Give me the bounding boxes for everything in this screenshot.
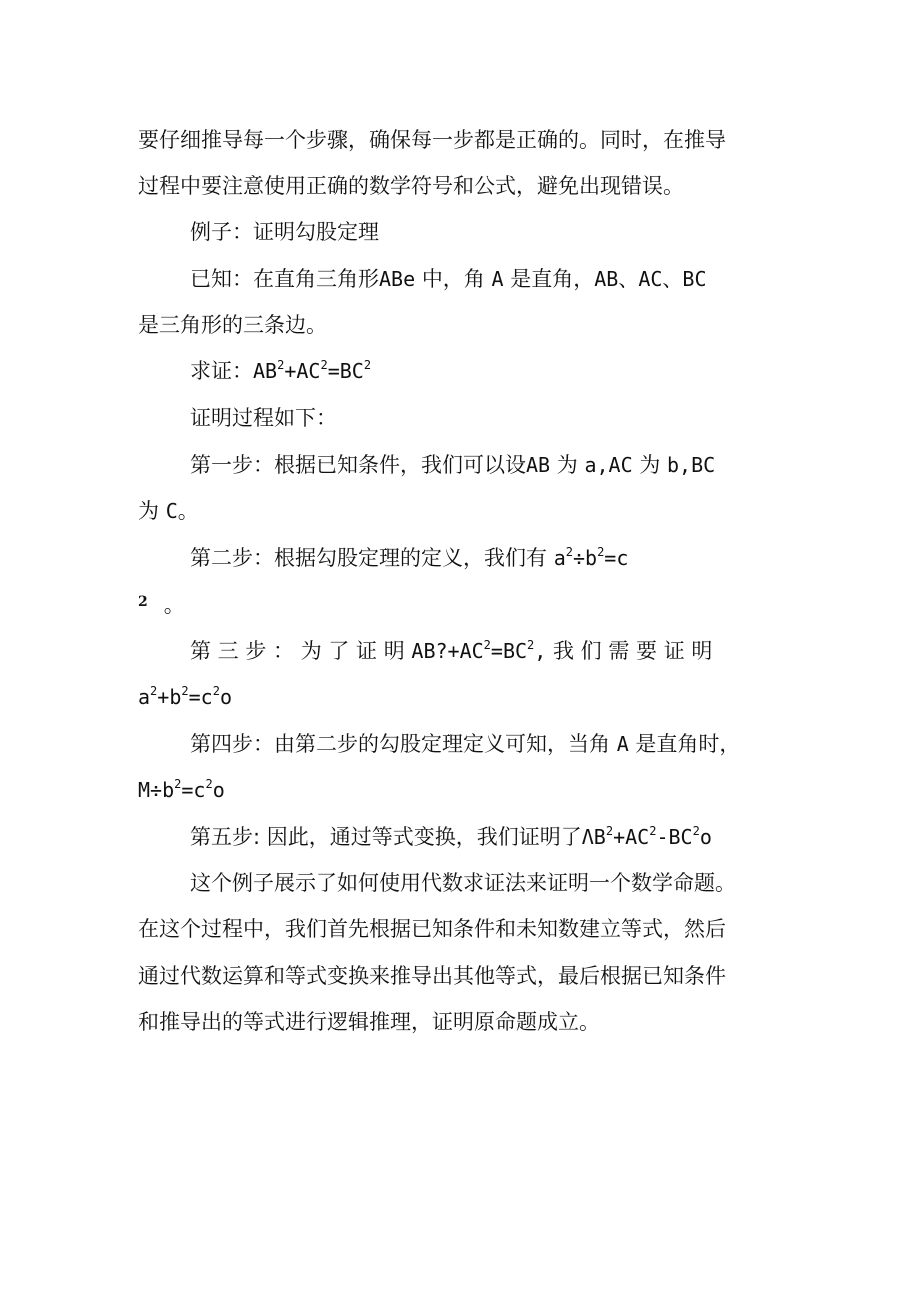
math: AB xyxy=(526,453,551,477)
paragraph-line: 是三角形的三条边。 xyxy=(138,313,327,337)
step5-line xyxy=(190,822,712,852)
proof-intro: 证明过程如下： xyxy=(190,406,337,430)
text: 我 们 需 要 证 明 xyxy=(553,639,713,663)
paragraph-line: 过程中要注意使用正确的数学符号和公式，避免出现错误。 xyxy=(138,174,684,198)
conclusion-line: 这个例子展示了如何使用代数求证法来证明一个数学命题。 xyxy=(190,871,736,895)
step4-line2: $M\div b^2=c^2o$ xyxy=(138,777,225,802)
conclusion-line: 通过代数运算和等式变换来推导出其他等式，最后根据已知条件 xyxy=(138,964,726,988)
conclusion-line: 和推导出的等式进行逻辑推理，证明原命题成立。 xyxy=(138,1010,600,1034)
text: 是直角时， xyxy=(635,732,741,756)
step4-line xyxy=(190,729,740,759)
text: 为 xyxy=(556,453,578,477)
step2-line xyxy=(190,543,628,573)
text: 是直角， xyxy=(510,267,595,291)
step2-formula: $a^2\div b^2=c$ xyxy=(553,545,629,570)
triangle-label: ABe xyxy=(379,267,416,291)
text: 为 xyxy=(639,453,661,477)
prove-label: 求证： xyxy=(190,359,253,383)
superscript: 2 xyxy=(138,594,148,610)
prove-formula: $AB^2+AC^2=BC^2$ xyxy=(253,358,372,383)
step3-line2: $a^2+b^2=c^2o$ xyxy=(138,684,232,709)
math: A xyxy=(616,732,629,756)
step3-line xyxy=(190,636,712,666)
text: 中，角 xyxy=(421,267,485,291)
conclusion-line: 在这个过程中，我们首先根据已知条件和未知数建立等式，然后 xyxy=(138,917,726,941)
text: 第四步：由第二步的勾股定理定义可知，当角 xyxy=(190,732,610,756)
text: 第一步：根据已知条件，我们可以设 xyxy=(190,453,526,477)
step2-line2 xyxy=(138,590,185,623)
text: 第二步：根据勾股定理的定义，我们有 xyxy=(190,546,547,570)
given-line xyxy=(190,264,706,294)
example-title: 例子：证明勾股定理 xyxy=(190,220,379,244)
paragraph-line: 要仔细推导每一个步骤，确保每一步都是正确的。同时，在推导 xyxy=(138,128,726,152)
text: 为 xyxy=(138,499,159,523)
text: 第五步: xyxy=(190,825,261,849)
step1-line xyxy=(190,450,715,480)
math: C xyxy=(165,499,178,523)
math: a,AC xyxy=(584,453,633,477)
step3-formula: $AB?+AC^2=BC^2$, xyxy=(411,638,547,663)
text: 。 xyxy=(163,593,185,617)
step1-line2 xyxy=(138,496,199,526)
text: 。 xyxy=(177,499,199,523)
text: 已知：在直角三角形 xyxy=(190,267,379,291)
text: 因此，通过等式变换，我们证明了 xyxy=(266,825,582,849)
sides-label: AB、AC、BC xyxy=(594,267,707,291)
step5-formula: $\Lambda B^2+AC^2-BC^2o$ xyxy=(581,824,712,849)
math: b,BC xyxy=(667,453,716,477)
angle-label: A xyxy=(491,267,504,291)
text: 第 三 步 ： 为 了 证 明 xyxy=(190,639,405,663)
prove-line xyxy=(190,356,371,386)
